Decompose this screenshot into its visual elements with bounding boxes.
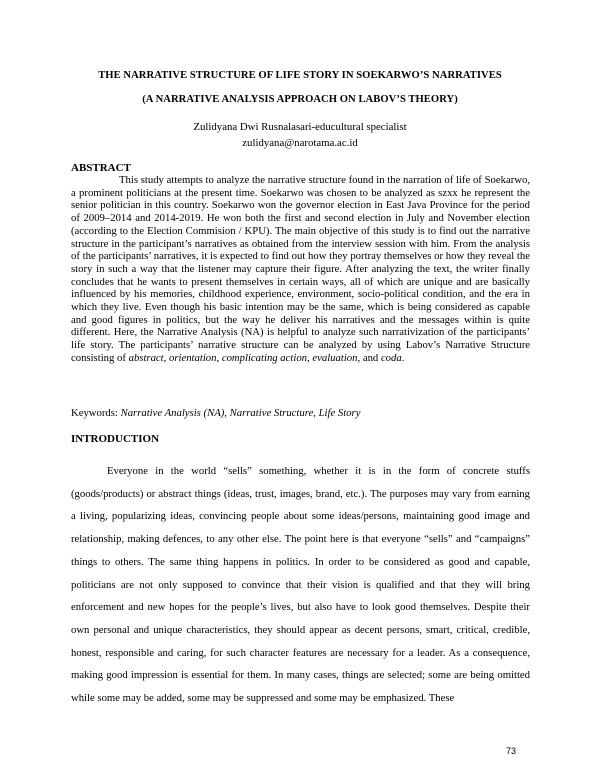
keywords-label: Keywords: xyxy=(71,407,121,419)
introduction-heading: INTRODUCTION xyxy=(71,433,160,445)
abstract-separator: , xyxy=(216,351,222,364)
abstract-term-abstract: abstract xyxy=(128,351,164,364)
introduction-paragraph: Everyone in the world “sells” something, whether it is in the form of concrete stuffs (goods/products) or abstract things (ideas, trust, images, brand, etc.). The purposes may vary from earning a living, popularizing ideas, convincing people about some ideas/persons, maintaining good image and relationship, making defences, to any other else. The point here is that everyone “sells” and “campaigns” things to others. The same thing happens in politics. In order to be considered as good and capable, politicians are not only supposed to convince that their vision is qualified and that they will bring enforcement and new hopes for the people’s lives, but also have to look good themselves. Despite their own personal and unique characteristics, they should appear as decent persons, smart, critical, credible, honest, responsible and caring, for such character features are necessary for a leader. As a consequence, making good impression is essential for them. In many cases, things are selected; some are being omitted while some may be added, some may be suppressed and some may be emphasized. These xyxy=(71,465,530,705)
keywords-value: Narrative Analysis (NA), Narrative Structure, Life Story xyxy=(120,407,361,419)
author-email: zulidyana@narotama.ac.id xyxy=(242,137,358,149)
page-number: 73 xyxy=(506,746,517,756)
abstract-heading: ABSTRACT xyxy=(71,162,131,174)
abstract-term-complicating-action: complicating action xyxy=(221,351,308,364)
keywords xyxy=(71,407,530,419)
abstract-term-orientation: orientation xyxy=(168,351,217,364)
abstract-term-evaluation: evaluation xyxy=(312,351,358,364)
abstract-separator: , xyxy=(307,351,313,364)
paper-title-line-1: THE NARRATIVE STRUCTURE OF LIFE STORY IN SOEKARWO’S NARRATIVES xyxy=(98,70,502,81)
abstract-text: This study attempts to analyze the narrative structure found in the narration of life of Soekarwo, a prominent politicians at the present time. Soekarwo was chosen to be analyzed as szxx he represent the senior politician in this country. Soekarwo won the governor election in East Java Province for the period of 2009–2014 and 2014-2019. He won both the first and second election in July and November election (according to the Election Commision / KPU). The main objective of this study is to find out the narrative structure in the participant’s narratives as obtained from the interview session with him. From the analysis of the participants’ narratives, it is expected to find out how they portray themselves or how they reveal the story in such a way that the listener may capture their figure. After analyzing the text, the writer finally concludes that he wants to present themselves in certain ways, all of which are unique and are basically influenced by his memories, childhood experience, environment, socio-political condition, and the era in which they live. Even though his basic intention may be the same, which is being considered as capable and good figures in politics, but the way he deliver his narratives and the messages within is quite different. Here, the Narrative Analysis (NA) is helpful to analyze such narrativization of the participants’ life story. The participants’ narrative structure can be analyzed by using Labov’s Narrative Structure consisting of xyxy=(71,174,530,364)
abstract-separator: , xyxy=(163,351,169,364)
introduction-body xyxy=(71,460,530,710)
author-name: Zulidyana Dwi Rusnalasari-educultural specialist xyxy=(193,121,407,133)
abstract-term-coda: coda xyxy=(380,351,402,364)
abstract-end: . xyxy=(401,351,405,364)
abstract-paragraph xyxy=(71,174,530,365)
abstract-body xyxy=(71,174,530,365)
abstract-separator: , and xyxy=(357,351,381,364)
paper-title-line-2: (A NARRATIVE ANALYSIS APPROACH ON LABOV’S THEORY) xyxy=(142,94,458,105)
